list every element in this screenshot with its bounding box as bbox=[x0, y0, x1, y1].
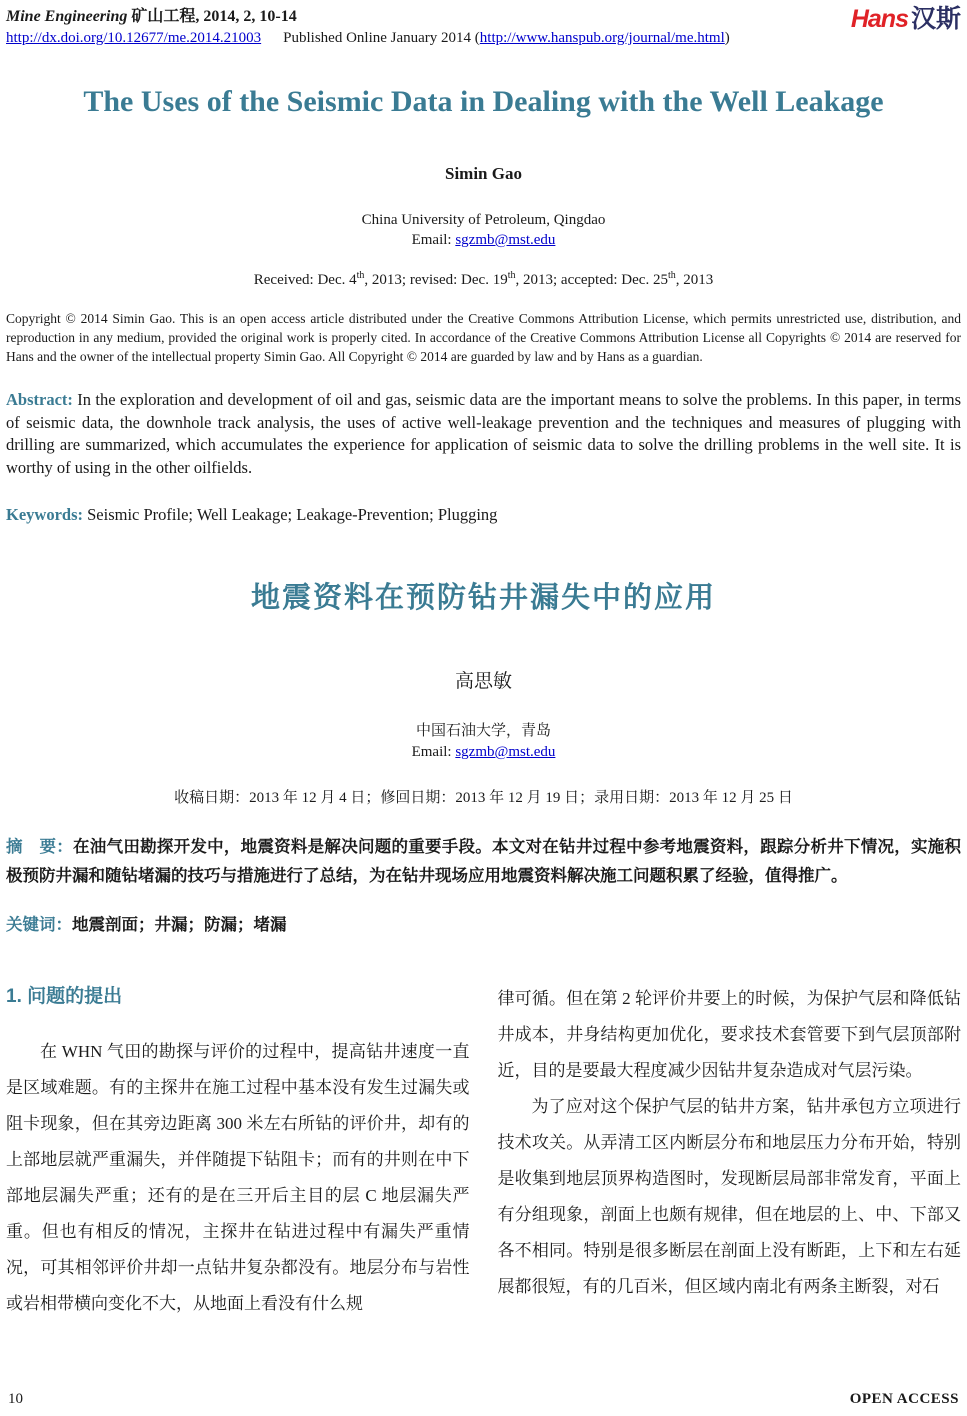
journal-name-line bbox=[6, 6, 730, 27]
email-label-cn: Email: bbox=[411, 744, 456, 760]
author-en: Simin Gao bbox=[445, 164, 522, 183]
keywords-en bbox=[6, 505, 961, 525]
body-paragraph-1-left: 在 WHN 气田的勘探与评价的过程中，提高钻井速度一直是区域难题。有的主探井在施工过程中基本没有发生过漏失或阻卡现象，但在其旁边距离 300 米左右所钻的评价井，却有的上部地层就严重漏失，并伴随提下钻阻卡；而有的井则在中下部地层漏失严重；还有的是在三开后主目的层 C 地层漏失严重。但也有相反的情况，主探井在钻进过程中有漏失严重情况，可其相邻评价井却一点钻井复杂都没有。地层分布与岩性或岩相带横向变化不大，从地面上看没有什么规 bbox=[6, 1042, 470, 1313]
abstract-label-cn: 摘 要： bbox=[6, 838, 74, 856]
journal-name-en: Mine Engineering bbox=[6, 8, 128, 25]
email-link-cn[interactable]: sgzmb@mst.edu bbox=[455, 744, 556, 760]
published-online-close: ) bbox=[724, 30, 730, 46]
affiliation-en: China University of Petroleum, Qingdao bbox=[361, 212, 606, 228]
received-dates-en bbox=[6, 270, 961, 289]
published-online-text: Published Online January 2014 ( bbox=[283, 30, 480, 46]
hans-logo bbox=[851, 6, 961, 36]
keywords-cn bbox=[6, 911, 961, 935]
keywords-label-cn: 关键词： bbox=[6, 916, 72, 934]
journal-info bbox=[6, 6, 730, 49]
paper-title-cn: 地震资料在预防钻井漏失中的应用 bbox=[250, 582, 716, 614]
author-cn: 高思敏 bbox=[454, 671, 512, 692]
received-dates-cn: 收稿日期：2013 年 12 月 4 日；修回日期：2013 年 12 月 19 日；录用日期：2013 年 12 月 25 日 bbox=[174, 790, 793, 806]
received-seg: , 2013 bbox=[675, 272, 714, 288]
journal-home-link[interactable]: http://www.hanspub.org/journal/me.html bbox=[479, 30, 725, 46]
hans-logo-en: Hans bbox=[850, 5, 908, 33]
body-paragraph-1-right: 律可循。但在第 2 轮评价井要上的时候，为保护气层和降低钻井成本，井身结构更加优化，要求技术套管要下到气层顶部附近，目的是要最大程度减少因钻井复杂造成对气层污染。 bbox=[497, 989, 961, 1080]
body-columns bbox=[6, 981, 961, 1322]
received-seg: , 2013; accepted: Dec. 25 bbox=[515, 272, 668, 288]
keywords-text-cn: 地震剖面；井漏；防漏；堵漏 bbox=[72, 916, 287, 934]
ordinal-sup: th bbox=[507, 270, 516, 281]
journal-meta: 矿山工程, 2014, 2, 10-14 bbox=[127, 8, 297, 25]
paper-title-en: The Uses of the Seismic Data in Dealing with the Well Leakage bbox=[83, 85, 884, 118]
open-access-label: OPEN ACCESS bbox=[849, 1391, 959, 1407]
ordinal-sup: th bbox=[667, 270, 676, 281]
section-1-heading: 1. 问题的提出 bbox=[6, 986, 123, 1007]
email-label-en: Email: bbox=[411, 232, 456, 248]
journal-doi-line bbox=[6, 28, 730, 49]
page-number: 10 bbox=[8, 1391, 23, 1407]
keywords-label-en: Keywords: bbox=[6, 505, 83, 524]
page-footer bbox=[8, 1391, 959, 1408]
email-link-en[interactable]: sgzmb@mst.edu bbox=[455, 232, 556, 248]
abstract-cn bbox=[6, 833, 961, 891]
received-seg: Received: Dec. 4 bbox=[253, 272, 357, 288]
copyright-notice: Copyright © 2014 Simin Gao. This is an open access article distributed under the Creative Commons Attribution License, which permits unrestricted use, distribution, and reproduction in any medium, provided the original work is properly cited. In accordance of the Creative Commons Attribution License all Copyrights © 2014 are reserved for Hans and the owner of the intellectual property Simin Gao. All Copyright © 2014 are guarded by law and by Hans as a guardian. bbox=[6, 311, 961, 364]
hans-logo-cn: 汉斯 bbox=[910, 5, 961, 33]
ordinal-sup: th bbox=[356, 270, 365, 281]
body-paragraph-2-right: 为了应对这个保护气层的钻井方案，钻井承包方立项进行技术攻关。从弄清工区内断层分布和地层压力分布开始，特别是收集到地层顶界构造图时，发现断层局部非常发育，平面上有分组现象，剖面上也颇有规律，但在地层的上、中、下部又各不相同。特别是很多断层在剖面上没有断距，上下和左右延展都很短，有的几百米，但区域内南北有两条主断裂，对石 bbox=[497, 1097, 961, 1296]
email-line-cn bbox=[6, 742, 961, 762]
abstract-label-en: Abstract: bbox=[6, 390, 73, 409]
affiliation-cn: 中国石油大学，青岛 bbox=[415, 723, 551, 739]
received-seg: , 2013; revised: Dec. 19 bbox=[364, 272, 508, 288]
doi-link[interactable]: http://dx.doi.org/10.12677/me.2014.21003 bbox=[6, 30, 262, 46]
journal-header bbox=[6, 6, 961, 49]
abstract-text-en: In the exploration and development of oil and gas, seismic data are the important means to solve the problems. In this paper, in terms of seismic data, the downhole track analysis, the uses of active well-leakage prevention and the techniques and measures of plugging with drilling are summarized, which accumulates the experience for application of seismic data to solve the drilling problems in the well site. It is worthy of using in the other oilfields. bbox=[6, 390, 961, 477]
right-column bbox=[498, 981, 962, 1322]
abstract-text-cn: 在油气田勘探开发中，地震资料是解决问题的重要手段。本文对在钻井过程中参考地震资料，跟踪分析井下情况，实施积极预防井漏和随钻堵漏的技巧与措施进行了总结，为在钻井现场应用地震资料解决施工问题积累了经验，值得推广。 bbox=[6, 838, 962, 885]
keywords-text-en: Seismic Profile; Well Leakage; Leakage-Prevention; Plugging bbox=[83, 505, 498, 524]
abstract-en bbox=[6, 389, 961, 479]
left-column bbox=[6, 981, 470, 1322]
email-line-en bbox=[6, 230, 961, 250]
